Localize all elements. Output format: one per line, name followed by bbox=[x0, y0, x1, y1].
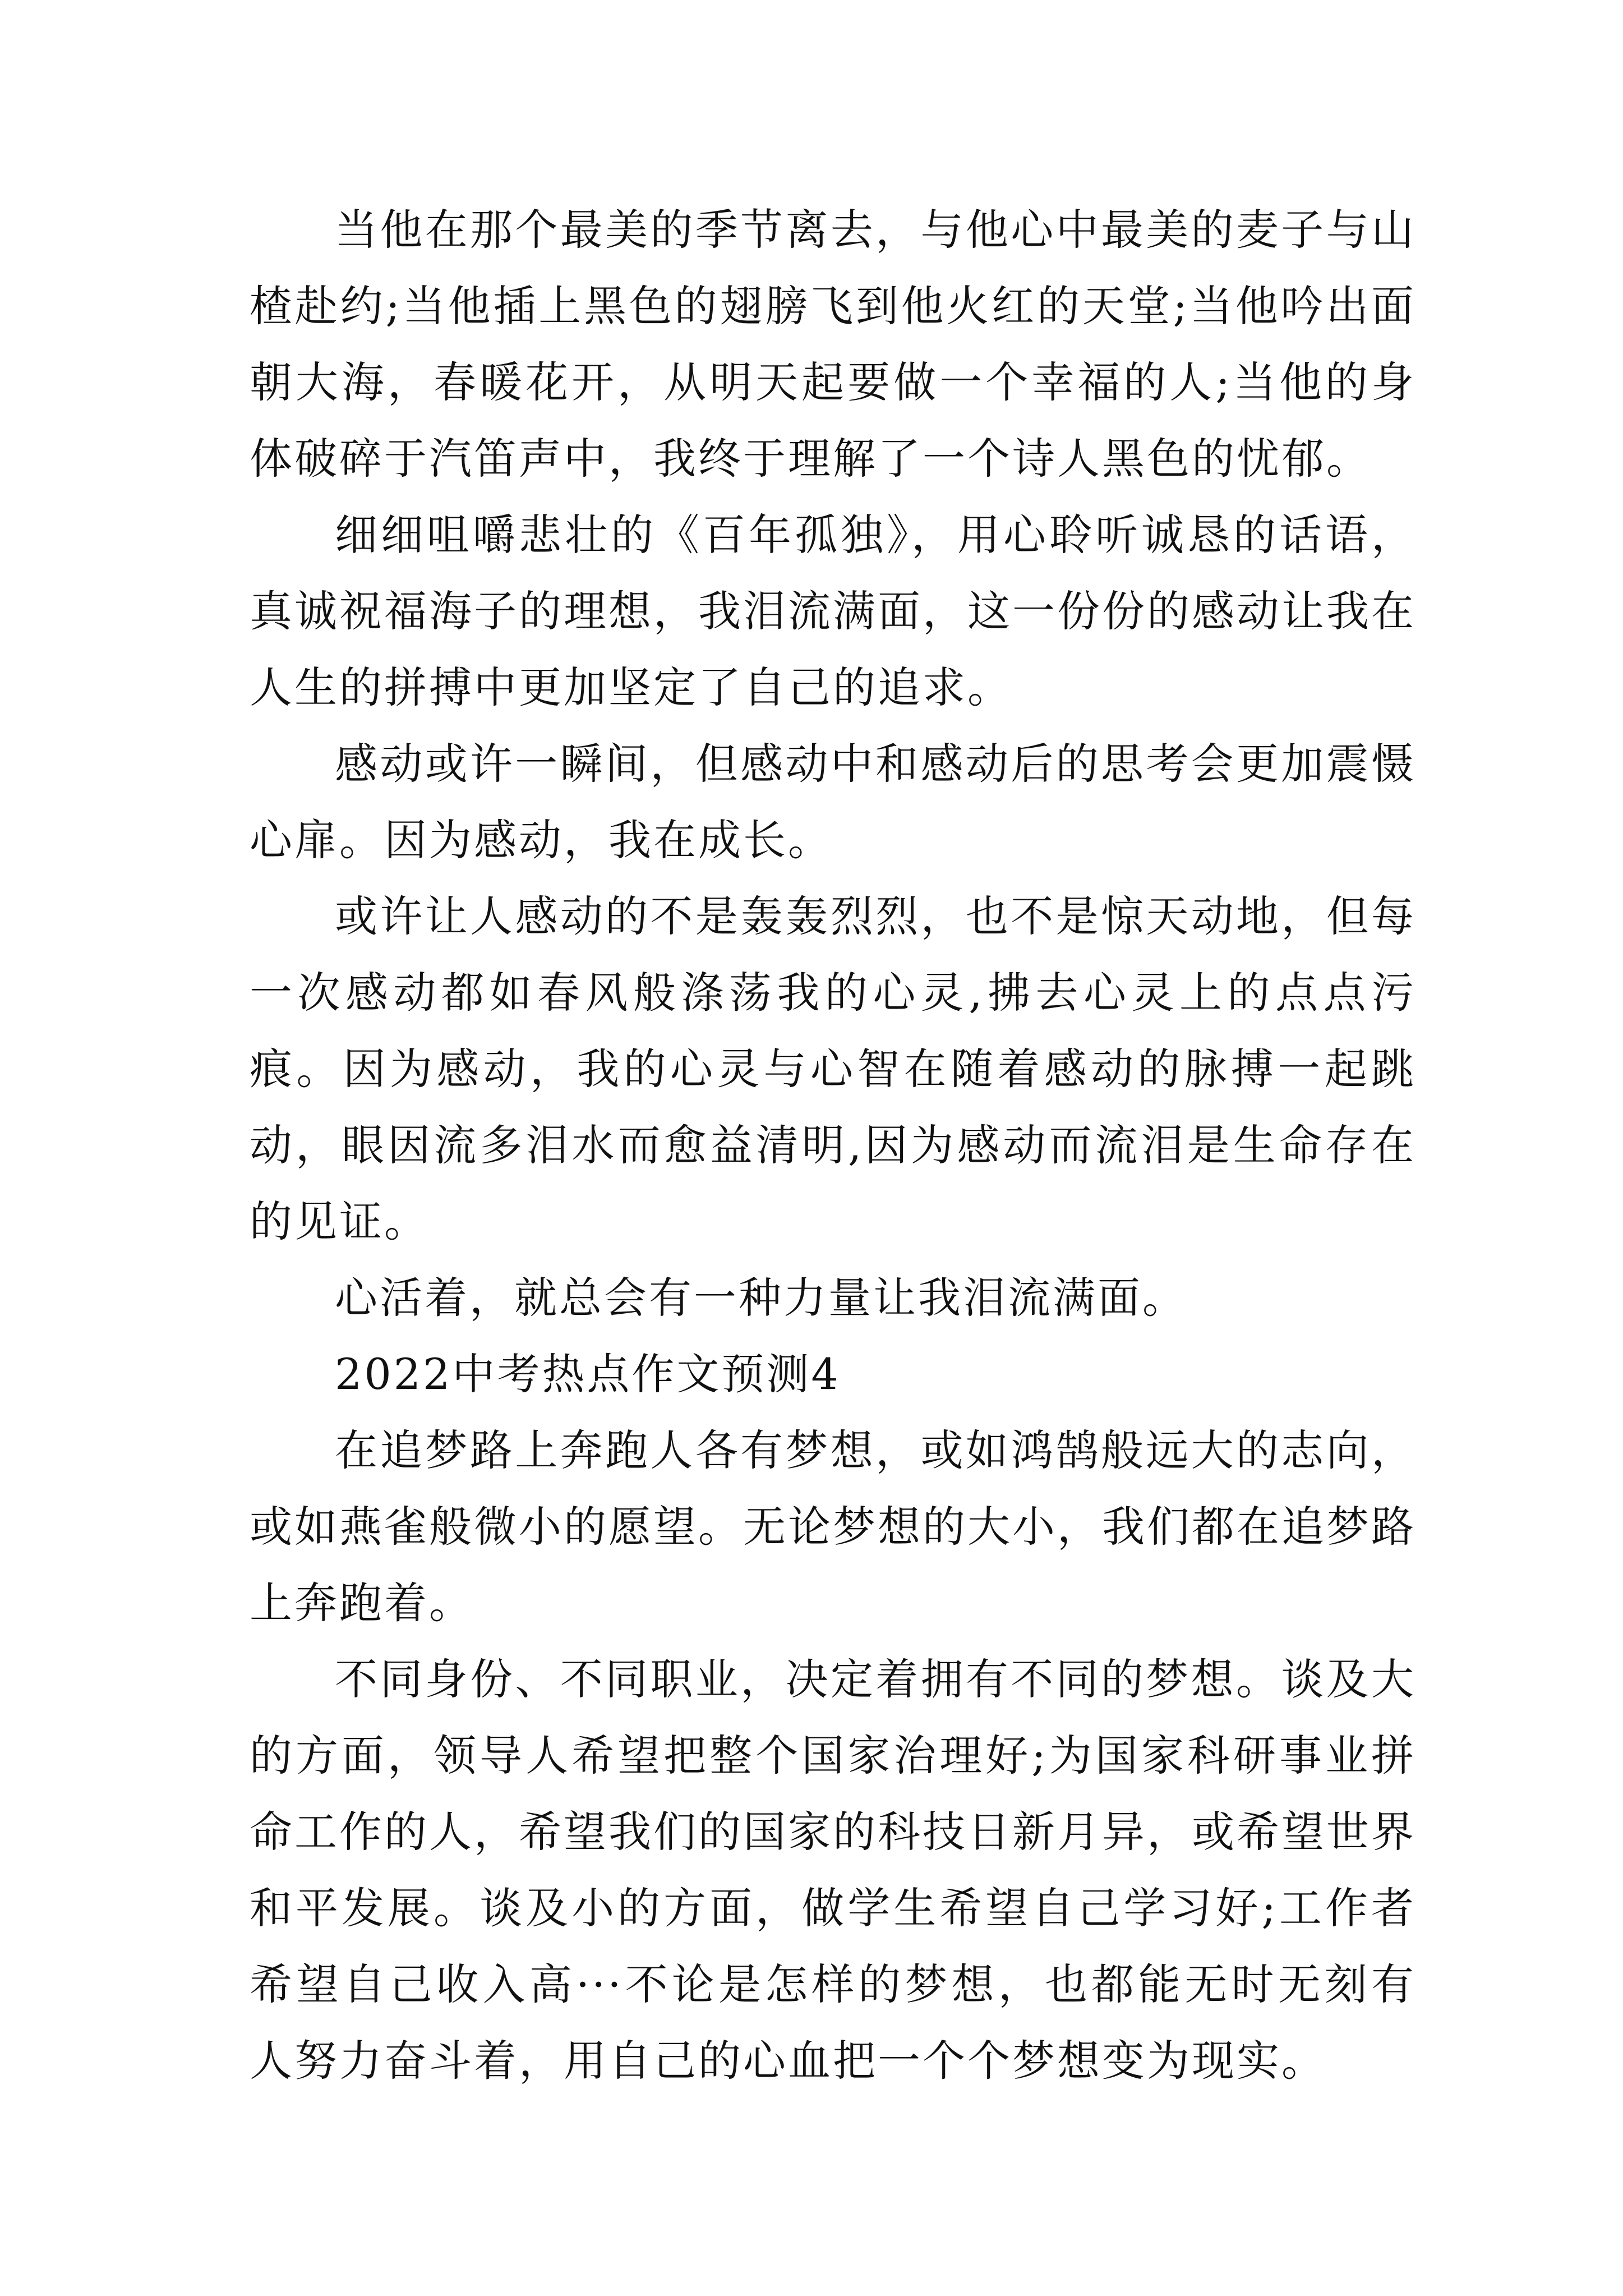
paragraph-heart-alive: 心活着，就总会有一种力量让我泪流满面。 bbox=[335, 1273, 1187, 1323]
paragraph-cleansing-soul: 或许让人感动的不是轰轰烈烈，也不是惊天动地，但每一次感动都如春风般涤荡我的心灵,拂去心灵上的点点污痕。因为感动，我的心灵与心智在随着感动的脉搏一起跳动，眼因流多泪水而愈益清明,因为感动而流泪是生命存在的见证。 bbox=[250, 891, 1416, 1246]
paragraph-chasing-dreams: 在追梦路上奔跑人各有梦想，或如鸿鹄般远大的志向，或如燕雀般微小的愿望。无论梦想的大小，我们都在追梦路上奔跑着。 bbox=[250, 1425, 1416, 1628]
document-body bbox=[250, 192, 1416, 2099]
paragraph-different-dreams: 不同身份、不同职业，决定着拥有不同的梦想。谈及大的方面，领导人希望把整个国家治理好;为国家科研事业拼命工作的人，希望我们的国家的科技日新月异，或希望世界和平发展。谈及小的方面，做学生希望自己学习好;工作者希望自己收入高···不论是怎样的梦想，也都能无时无刻有人努力奋斗着，用自己的心血把一个个梦想变为现实。 bbox=[250, 1654, 1416, 2086]
paragraph-haizi-departure: 当他在那个最美的季节离去，与他心中最美的麦子与山楂赴约;当他插上黑色的翅膀飞到他火红的天堂;当他吟出面朝大海，春暖花开，从明天起要做一个幸福的人;当他的身体破碎于汽笛声中，我终于理解了一个诗人黑色的忧郁。 bbox=[250, 205, 1416, 484]
paragraph-hundred-years-solitude: 细细咀嚼悲壮的《百年孤独》，用心聆听诚恳的话语，真诚祝福海子的理想，我泪流满面，这一份份的感动让我在人生的拼搏中更加坚定了自己的追求。 bbox=[250, 510, 1416, 712]
paragraph-moment-of-emotion: 感动或许一瞬间，但感动中和感动后的思考会更加震慑心扉。因为感动，我在成长。 bbox=[250, 739, 1416, 865]
section-title: 2022中考热点作文预测4 bbox=[335, 1349, 841, 1399]
